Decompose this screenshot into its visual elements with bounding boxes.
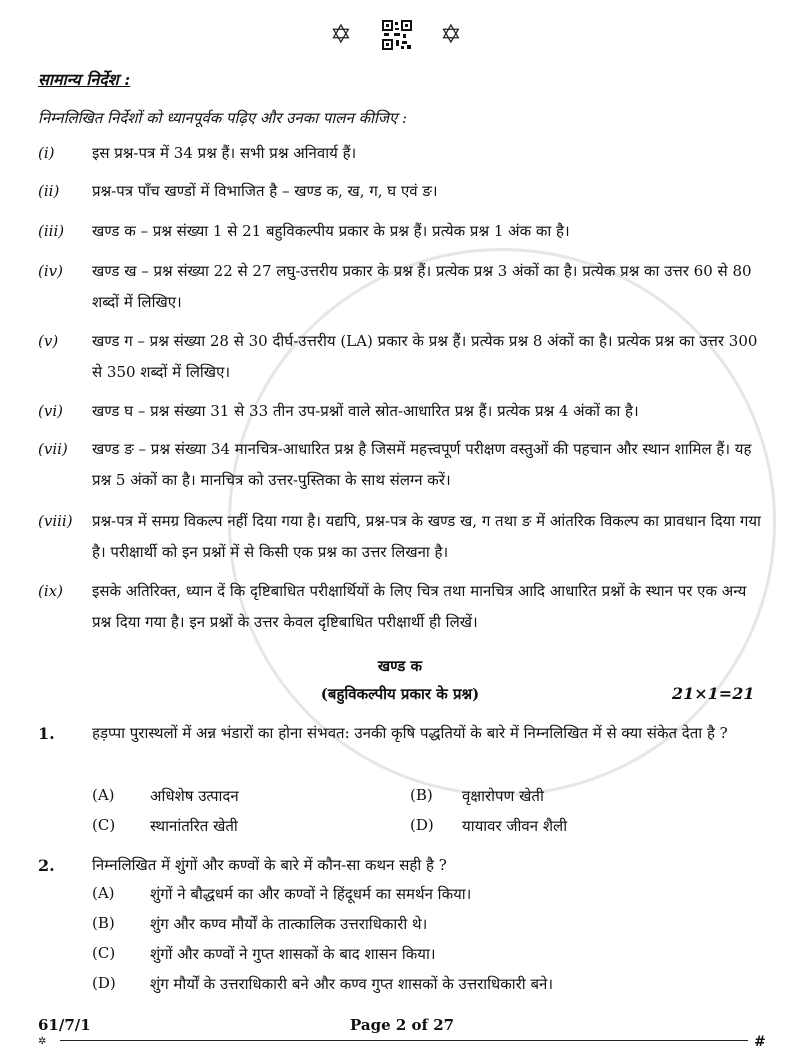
instruction-number: (viii) bbox=[38, 512, 73, 530]
instruction-number: (vi) bbox=[38, 402, 63, 420]
instruction-text: इस प्रश्न-पत्र में 34 प्रश्न हैं। सभी प्रश्न अनिवार्य हैं। bbox=[92, 144, 357, 162]
qr-code-icon bbox=[382, 20, 412, 50]
option-text: अधिशेष उत्पादन bbox=[150, 787, 239, 805]
option-label: (C) bbox=[92, 944, 116, 962]
option-text: शुंग और कण्व मौर्यों के तात्कालिक उत्तराधिकारी थे। bbox=[150, 915, 428, 933]
option-text: शुंगों ने बौद्धधर्म का और कण्वों ने हिंदूधर्म का समर्थन किया। bbox=[150, 885, 472, 903]
instruction-text: खण्ड ग – प्रश्न संख्या 28 से 30 दीर्घ-उत्तरीय (LA) प्रकार के प्रश्न हैं। प्रत्येक प्रश्न 8 अंकों का है। प्रत्येक प्रश्न का उत्तर 300 से 350 शब्दों में लिखिए। bbox=[92, 332, 758, 381]
instruction-number: (v) bbox=[38, 332, 59, 350]
question-number: 1. bbox=[38, 724, 55, 743]
option-label: (D) bbox=[410, 816, 434, 834]
instruction-number: (iii) bbox=[38, 222, 65, 240]
instruction-text: इसके अतिरिक्त, ध्यान दें कि दृष्टिबाधित परीक्षार्थियों के लिए चित्र तथा मानचित्र आदि आधारित प्रश्नों के स्थान पर एक अन्य प्रश्न दिया गया है। इन प्रश्नों के उत्तर केवल दृष्टिबाधित परीक्षार्थी ही लिखें। bbox=[92, 582, 747, 631]
page-number: Page 2 of 27 bbox=[350, 1016, 455, 1034]
instructions-intro: निम्नलिखित निर्देशों को ध्यानपूर्वक पढ़िए और उनका पालन कीजिए : bbox=[38, 109, 408, 127]
question-text: हड़प्पा पुरास्थलों में अन्न भंडारों का होना संभवत: उनकी कृषि पद्धतियों के बारे में निम्नलिखित में से क्या संकेत देता है ? bbox=[92, 724, 728, 742]
section-title: खण्ड क bbox=[377, 657, 423, 675]
instruction-text: खण्ड ख – प्रश्न संख्या 22 से 27 लघु-उत्तरीय प्रकार के प्रश्न हैं। प्रत्येक प्रश्न 3 अंकों का है। प्रत्येक प्रश्न का उत्तर 60 से 80 शब्दों में लिखिए। bbox=[92, 262, 752, 311]
instruction-number: (iv) bbox=[38, 262, 63, 280]
footer-mark-icon: ✲ bbox=[38, 1036, 47, 1047]
option-text: शुंगों और कण्वों ने गुप्त शासकों के बाद शासन किया। bbox=[150, 945, 436, 963]
instruction-text: खण्ड ङ – प्रश्न संख्या 34 मानचित्र-आधारित प्रश्न है जिसमें महत्त्वपूर्ण परीक्षण वस्तुओं की पहचान और स्थान शामिल हैं। यह प्रश्न 5 अंकों का है। मानचित्र को उत्तर-पुस्तिका के साथ संलग्न करें। bbox=[92, 440, 752, 489]
instruction-text: प्रश्न-पत्र पाँच खण्डों में विभाजित है – खण्ड क, ख, ग, घ एवं ङ। bbox=[92, 182, 438, 200]
footer-divider bbox=[60, 1040, 748, 1041]
section-subtitle: (बहुविकल्पीय प्रकार के प्रश्न) bbox=[320, 685, 480, 703]
option-label: (A) bbox=[92, 786, 115, 804]
instruction-text: खण्ड क – प्रश्न संख्या 1 से 21 बहुविकल्पीय प्रकार के प्रश्न हैं। प्रत्येक प्रश्न 1 अंक का है। bbox=[92, 222, 570, 240]
option-text: शुंग मौर्यों के उत्तराधिकारी बने और कण्व गुप्त शासकों के उत्तराधिकारी बने। bbox=[150, 975, 554, 993]
instructions-heading: सामान्य निर्देश : bbox=[38, 70, 131, 89]
instruction-text: खण्ड घ – प्रश्न संख्या 31 से 33 तीन उप-प्रश्नों वाले स्रोत-आधारित प्रश्न हैं। प्रत्येक प्रश्न 4 अंकों का है। bbox=[92, 402, 639, 420]
option-text: यायावर जीवन शैली bbox=[462, 817, 568, 835]
option-label: (D) bbox=[92, 974, 116, 992]
option-text: स्थानांतरित खेती bbox=[150, 817, 238, 835]
instruction-number: (ii) bbox=[38, 182, 60, 200]
instruction-number: (vii) bbox=[38, 440, 68, 458]
option-label: (A) bbox=[92, 884, 115, 902]
instruction-number: (i) bbox=[38, 144, 55, 162]
question-number: 2. bbox=[38, 856, 55, 875]
paper-code: 61/7/1 bbox=[38, 1016, 91, 1034]
question-text: निम्नलिखित में शुंगों और कण्वों के बारे में कौन-सा कथन सही है ? bbox=[92, 856, 447, 874]
instruction-text: प्रश्न-पत्र में समग्र विकल्प नहीं दिया गया है। यद्यपि, प्रश्न-पत्र के खण्ड ख, ग तथा ङ में आंतरिक विकल्प का प्रावधान दिया गया है। परीक्षार्थी को इन प्रश्नों में से किसी एक प्रश्न का उत्तर लिखना है। bbox=[92, 512, 761, 561]
footer-hash: # bbox=[754, 1034, 766, 1050]
star-of-david-icon: ✡ bbox=[440, 20, 462, 50]
option-label: (B) bbox=[410, 786, 433, 804]
star-of-david-icon: ✡ bbox=[330, 20, 352, 50]
section-marks: 21×1=21 bbox=[672, 684, 755, 703]
option-label: (C) bbox=[92, 816, 116, 834]
option-label: (B) bbox=[92, 914, 115, 932]
instruction-number: (ix) bbox=[38, 582, 63, 600]
option-text: वृक्षारोपण खेती bbox=[462, 787, 544, 805]
